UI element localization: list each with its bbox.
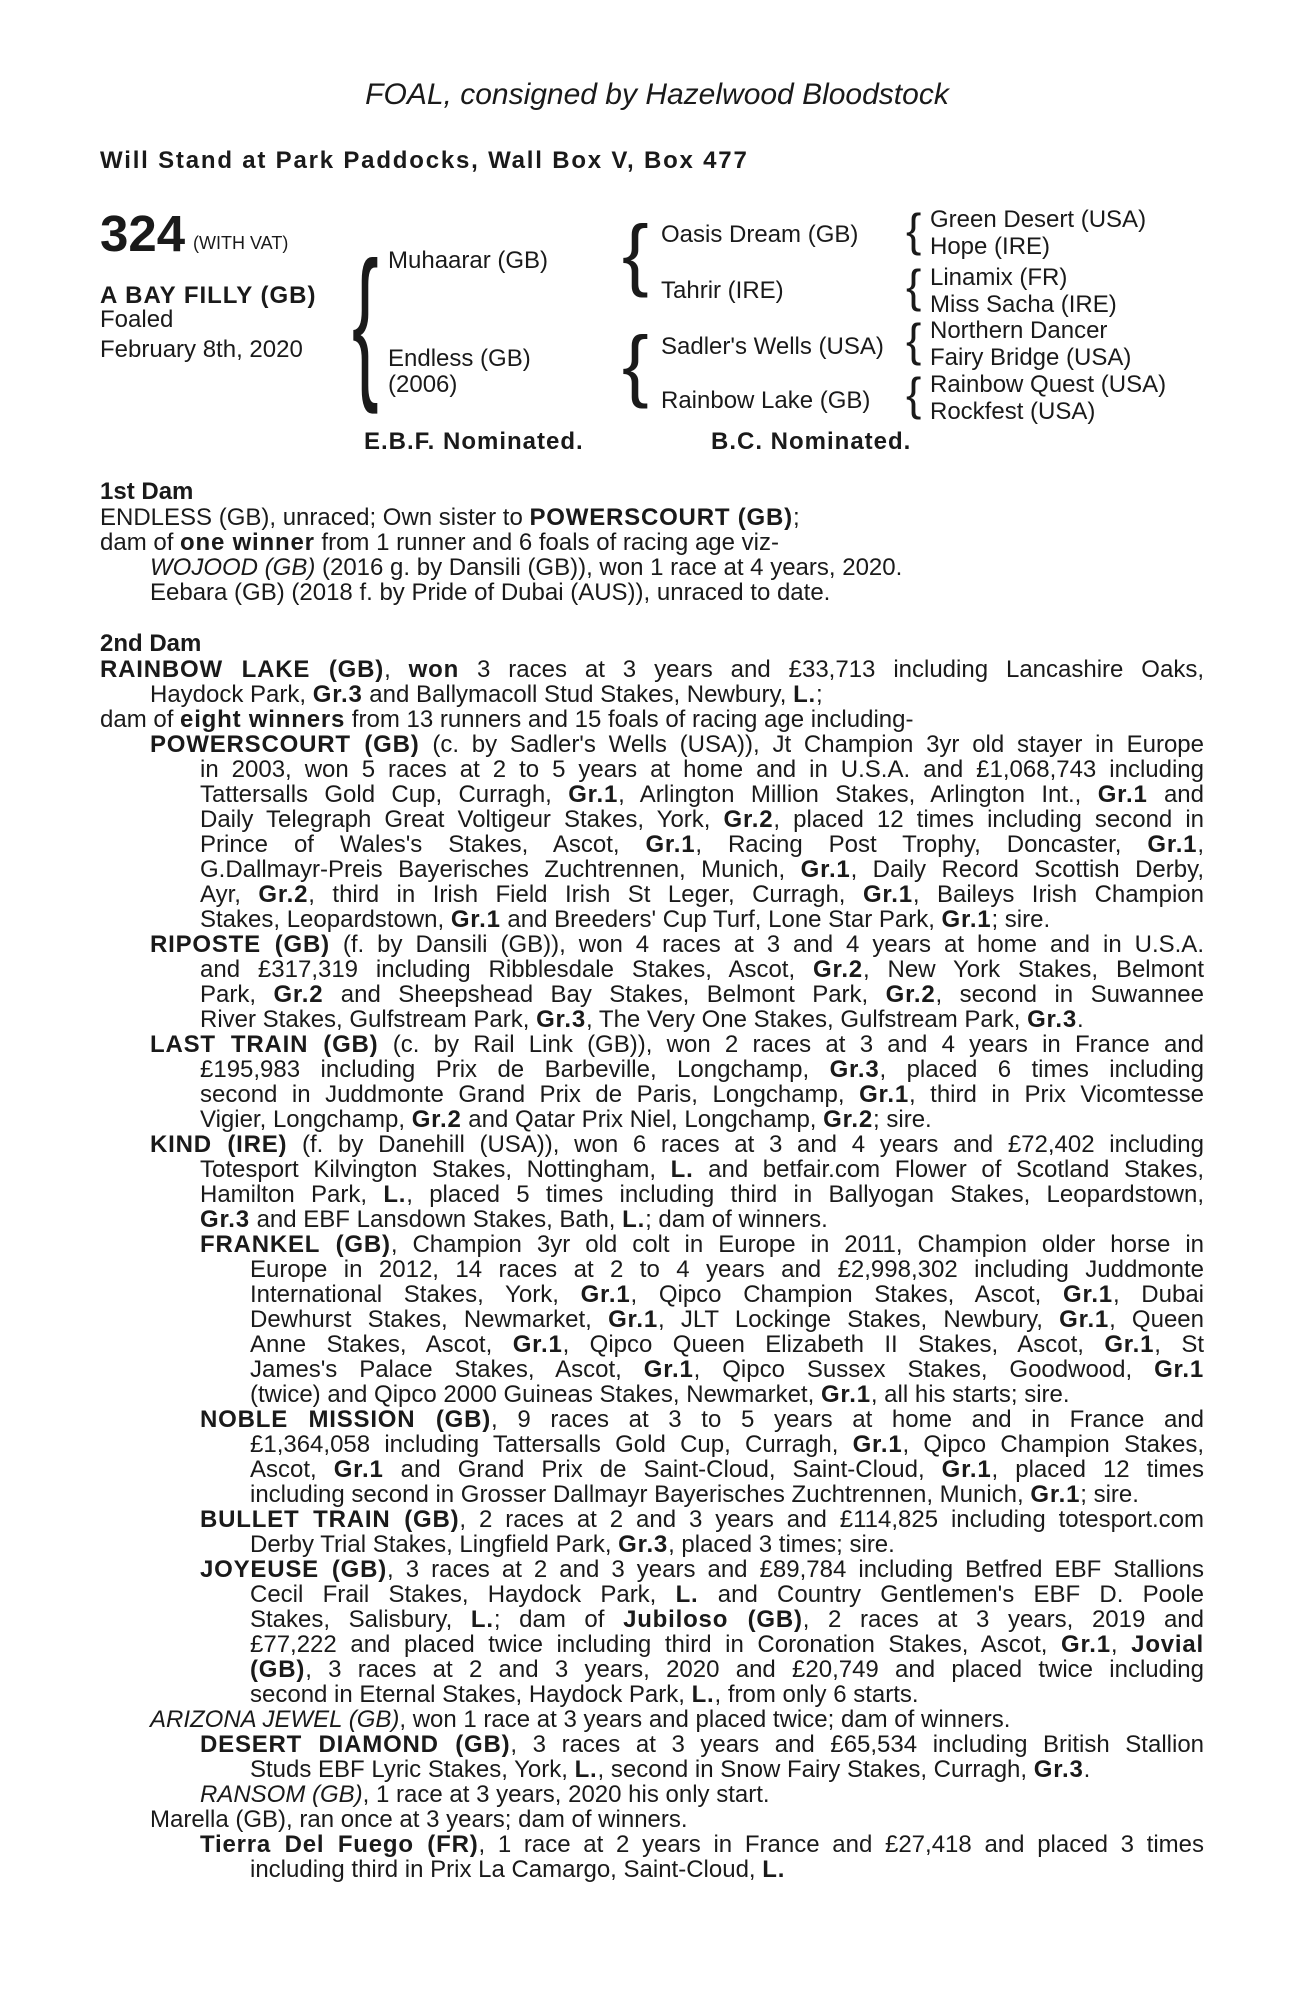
first-dam-line-1: ENDLESS (GB), unraced; Own sister to POWERSCOURT (GB);: [100, 504, 800, 531]
pedigree-dam: Endless (GB): [388, 345, 531, 372]
bc-nominated: B.C. Nominated.: [711, 428, 912, 455]
pedigree-gg8: Rockfest (USA): [930, 398, 1096, 425]
produce-line: International Stakes, York, Gr.1, Qipco Champion Stakes, Ascot, Gr.1, Dubai: [250, 1281, 1205, 1308]
lot-vat-note: (WITH VAT): [193, 233, 289, 253]
second-dam-line: Haydock Park, Gr.3 and Ballymacoll Stud Stakes, Newbury, L.;: [150, 681, 823, 708]
produce-line: ARIZONA JEWEL (GB), won 1 race at 3 years and placed twice; dam of winners.: [150, 1706, 1011, 1733]
produce-line: RIPOSTE (GB) (f. by Dansili (GB)), won 4 races at 3 and 4 years at home and in U.S.A.: [150, 931, 1204, 958]
produce-line: Vigier, Longchamp, Gr.2 and Qatar Prix Niel, Longchamp, Gr.2; sire.: [200, 1106, 932, 1133]
produce-line: Stakes, Leopardstown, Gr.1 and Breeders' Cup Turf, Lone Star Park, Gr.1; sire.: [200, 906, 1051, 933]
produce-line: (GB), 3 races at 2 and 3 years, 2020 and £20,749 and placed twice including: [250, 1656, 1204, 1683]
ebf-nominated: E.B.F. Nominated.: [364, 428, 584, 455]
produce-line: £195,983 including Prix de Barbeville, Longchamp, Gr.3, placed 6 times including: [200, 1056, 1204, 1083]
second-dam-line: RAINBOW LAKE (GB), won 3 races at 3 years and £33,713 including Lancashire Oaks,: [100, 656, 1204, 683]
pedigree-brace-g2: {: [906, 260, 922, 312]
lot-number: 324: [100, 205, 186, 262]
first-dam-heading: 1st Dam: [100, 478, 194, 505]
produce-line: FRANKEL (GB), Champion 3yr old colt in Europe in 2011, Champion older horse in: [200, 1231, 1205, 1258]
first-dam-line-2: dam of one winner from 1 runner and 6 foals of racing age viz-: [100, 529, 779, 556]
produce-line: including third in Prix La Camargo, Saint-Cloud, L.: [250, 1856, 786, 1883]
produce-line: Dewhurst Stakes, Newmarket, Gr.1, JLT Lockinge Stakes, Newbury, Gr.1, Queen: [250, 1306, 1204, 1333]
produce-line: £77,222 and placed twice including third in Coronation Stakes, Ascot, Gr.1, Jovial: [250, 1631, 1205, 1658]
produce-line: Ayr, Gr.2, third in Irish Field Irish St Leger, Curragh, Gr.1, Baileys Irish Champion: [200, 881, 1204, 908]
stand-location: Will Stand at Park Paddocks, Wall Box V, Box 477: [100, 147, 749, 174]
produce-line: Europe in 2012, 14 races at 2 to 4 years and £2,998,302 including Juddmonte: [250, 1256, 1204, 1283]
produce-line: BULLET TRAIN (GB), 2 races at 2 and 3 years and £114,825 including totesport.com: [200, 1506, 1205, 1533]
second-dam-heading: 2nd Dam: [100, 630, 202, 657]
produce-line: Derby Trial Stakes, Lingfield Park, Gr.3, placed 3 times; sire.: [250, 1531, 895, 1558]
pedigree-dam-sire: Sadler's Wells (USA): [661, 333, 884, 360]
produce-line: James's Palace Stakes, Ascot, Gr.1, Qipco Sussex Stakes, Goodwood, Gr.1: [250, 1356, 1204, 1383]
produce-line: KIND (IRE) (f. by Danehill (USA)), won 6 races at 3 and 4 years and £72,402 including: [150, 1131, 1204, 1158]
produce-line: Tierra Del Fuego (FR), 1 race at 2 years in France and £27,418 and placed 3 times: [200, 1831, 1205, 1858]
pedigree-sire: Muhaarar (GB): [388, 247, 549, 274]
produce-line: Gr.3 and EBF Lansdown Stakes, Bath, L.; dam of winners.: [200, 1206, 828, 1233]
produce-line: Cecil Frail Stakes, Haydock Park, L. and Country Gentlemen's EBF D. Poole: [250, 1581, 1204, 1608]
pedigree-gg3: Linamix (FR): [930, 264, 1068, 291]
first-dam-line-3: WOJOOD (GB) (2016 g. by Dansili (GB)), won 1 race at 4 years, 2020.: [150, 554, 903, 581]
pedigree-dam-year: (2006): [388, 371, 458, 398]
pedigree-brace-main: {: [352, 227, 379, 415]
lot-description: A BAY FILLY (GB): [100, 282, 317, 309]
produce-line: Daily Telegraph Great Voltigeur Stakes, York, Gr.2, placed 12 times including second in: [200, 806, 1204, 833]
produce-line: Marella (GB), ran once at 3 years; dam of winners.: [150, 1806, 688, 1833]
pedigree-brace-g4: {: [906, 368, 922, 420]
produce-line: G.Dallmayr-Preis Bayerisches Zuchtrennen, Munich, Gr.1, Daily Record Scottish Derby,: [200, 856, 1204, 883]
produce-line: LAST TRAIN (GB) (c. by Rail Link (GB)), won 2 races at 3 and 4 years in France and: [150, 1031, 1204, 1058]
foaled-date: February 8th, 2020: [100, 336, 303, 363]
pedigree-dam-dam: Rainbow Lake (GB): [661, 387, 871, 414]
produce-line: second in Eternal Stakes, Haydock Park, L., from only 6 starts.: [250, 1681, 919, 1708]
pedigree-gg5: Northern Dancer: [930, 317, 1108, 344]
pedigree-brace-dam: {: [622, 320, 649, 409]
pedigree-gg4: Miss Sacha (IRE): [930, 291, 1117, 318]
pedigree-brace-g1: {: [906, 204, 922, 256]
first-dam-line-4: Eebara (GB) (2018 f. by Pride of Dubai (AUS)), unraced to date.: [150, 579, 831, 606]
produce-line: Ascot, Gr.1 and Grand Prix de Saint-Cloud, Saint-Cloud, Gr.1, placed 12 times: [250, 1456, 1205, 1483]
produce-line: POWERSCOURT (GB) (c. by Sadler's Wells (USA)), Jt Champion 3yr old stayer in Europe: [150, 731, 1205, 758]
produce-line: JOYEUSE (GB), 3 races at 2 and 3 years and £89,784 including Betfred EBF Stallions: [200, 1556, 1204, 1583]
produce-line: in 2003, won 5 races at 2 to 5 years at home and in U.S.A. and £1,068,743 including: [200, 756, 1204, 783]
produce-line: RANSOM (GB), 1 race at 3 years, 2020 his only start.: [200, 1781, 770, 1808]
produce-line: Stakes, Salisbury, L.; dam of Jubiloso (GB), 2 races at 3 years, 2019 and: [250, 1606, 1205, 1633]
pedigree-gg1: Green Desert (USA): [930, 206, 1147, 233]
produce-line: including second in Grosser Dallmayr Bayerisches Zuchtrennen, Munich, Gr.1; sire.: [250, 1481, 1139, 1508]
produce-line: second in Juddmonte Grand Prix de Paris, Longchamp, Gr.1, third in Prix Vicomtesse: [200, 1081, 1204, 1108]
pedigree-brace-g3: {: [906, 314, 922, 366]
produce-line: Studs EBF Lyric Stakes, York, L., second in Snow Fairy Stakes, Curragh, Gr.3.: [250, 1756, 1091, 1783]
foaled-label: Foaled: [100, 306, 174, 333]
pedigree-brace-sire: {: [622, 209, 649, 298]
pedigree-gg6: Fairy Bridge (USA): [930, 344, 1132, 371]
pedigree-sire-sire: Oasis Dream (GB): [661, 221, 859, 248]
produce-line: NOBLE MISSION (GB), 9 races at 3 to 5 years at home and in France and: [200, 1406, 1204, 1433]
produce-line: £1,364,058 including Tattersalls Gold Cup, Curragh, Gr.1, Qipco Champion Stakes,: [250, 1431, 1204, 1458]
pedigree-sire-dam: Tahrir (IRE): [661, 277, 784, 304]
second-dam-line: dam of eight winners from 13 runners and 15 foals of racing age including-: [100, 706, 914, 733]
produce-line: River Stakes, Gulfstream Park, Gr.3, The Very One Stakes, Gulfstream Park, Gr.3.: [200, 1006, 1084, 1033]
produce-line: Prince of Wales's Stakes, Ascot, Gr.1, Racing Post Trophy, Doncaster, Gr.1,: [200, 831, 1204, 858]
produce-line: Totesport Kilvington Stakes, Nottingham, L. and betfair.com Flower of Scotland Stakes,: [200, 1156, 1205, 1183]
produce-line: DESERT DIAMOND (GB), 3 races at 3 years and £65,534 including British Stallion: [200, 1731, 1205, 1758]
produce-line: Tattersalls Gold Cup, Curragh, Gr.1, Arlington Million Stakes, Arlington Int., Gr.1 and: [200, 781, 1204, 808]
produce-line: (twice) and Qipco 2000 Guineas Stakes, Newmarket, Gr.1, all his starts; sire.: [250, 1381, 1070, 1408]
produce-line: Hamilton Park, L., placed 5 times including third in Ballyogan Stakes, Leopardstown,: [200, 1181, 1204, 1208]
produce-line: Park, Gr.2 and Sheepshead Bay Stakes, Belmont Park, Gr.2, second in Suwannee: [200, 981, 1204, 1008]
consignment-line: FOAL, consigned by Hazelwood Bloodstock: [365, 78, 949, 111]
produce-line: and £317,319 including Ribblesdale Stakes, Ascot, Gr.2, New York Stakes, Belmont: [200, 956, 1204, 983]
produce-line: Anne Stakes, Ascot, Gr.1, Qipco Queen Elizabeth II Stakes, Ascot, Gr.1, St: [250, 1331, 1205, 1358]
pedigree-gg7: Rainbow Quest (USA): [930, 371, 1167, 398]
pedigree-gg2: Hope (IRE): [930, 233, 1051, 260]
